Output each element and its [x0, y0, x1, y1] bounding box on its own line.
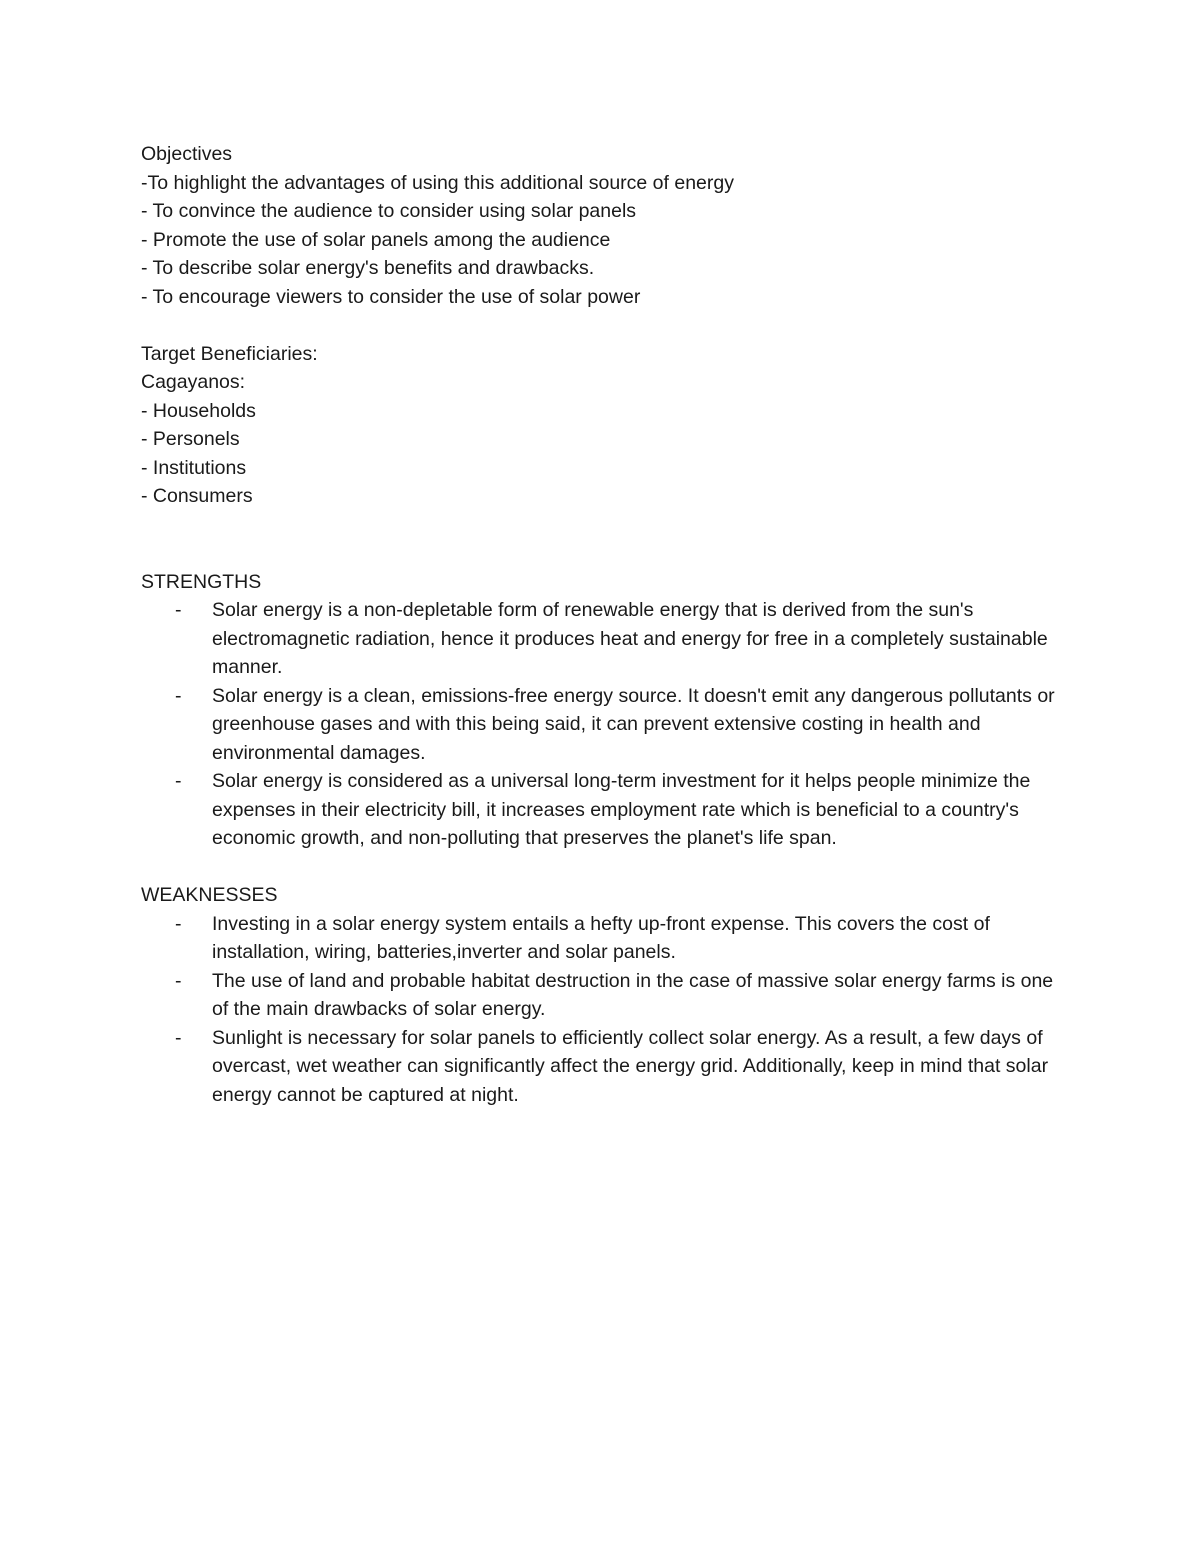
objective-item: - To convince the audience to consider using solar panels: [141, 200, 637, 222]
objective-item: - To encourage viewers to consider the use of solar power: [141, 285, 641, 308]
beneficiary-item: - Personels: [141, 428, 240, 450]
bullet-dash: -: [175, 1026, 182, 1049]
beneficiaries-subheading: Cagayanos:: [141, 371, 246, 393]
bullet-dash: -: [175, 599, 182, 621]
list-item: [141, 1024, 1071, 1110]
list-item: [141, 596, 1071, 682]
weakness-text: Investing in a solar energy system entails a hefty up-front expense. This covers the cost of installation, wiring, batteries,inverter and solar panels.: [212, 912, 990, 963]
list-item: [141, 967, 1071, 1024]
beneficiary-item: - Institutions: [141, 456, 247, 479]
weaknesses-heading: WEAKNESSES: [141, 884, 278, 906]
strength-text: Solar energy is considered as a universal long-term investment for it helps people minimize the expenses in their electricity bill, it increases employment rate which is beneficial to a country's economic growth, and non-polluting that preserves the planet's life span.: [212, 770, 1031, 849]
spacer: [141, 853, 1071, 882]
bullet-dash: -: [175, 684, 182, 707]
strength-text: Solar energy is a non-depletable form of renewable energy that is derived from the sun's electromagnetic radiation, hence it produces heat and energy for free in a completely sustainable manner.: [212, 599, 1048, 678]
spacer: [141, 511, 1071, 568]
objectives-heading: Objectives: [141, 143, 233, 165]
list-item: [141, 682, 1071, 768]
objective-item: - To describe solar energy's benefits and drawbacks.: [141, 257, 595, 279]
strengths-heading: STRENGTHS: [141, 570, 262, 593]
weakness-text: The use of land and probable habitat destruction in the case of massive solar energy farms is one of the main drawbacks of solar energy.: [212, 969, 1054, 1020]
document-page: [141, 140, 1071, 1109]
beneficiary-item: - Consumers: [141, 485, 253, 507]
spacer: [141, 311, 1071, 340]
bullet-dash: -: [175, 770, 182, 792]
list-item: [141, 767, 1071, 853]
list-item: [141, 910, 1071, 967]
bullet-dash: -: [175, 969, 182, 992]
objective-item: -To highlight the advantages of using this additional source of energy: [141, 171, 734, 194]
bullet-dash: -: [175, 912, 182, 935]
weaknesses-list: [141, 910, 1071, 1110]
weakness-text: Sunlight is necessary for solar panels to efficiently collect solar energy. As a result, a few days of overcast, wet weather can significantly affect the energy grid. Additionally, keep in mind that solar energy cannot be captured at night.: [212, 1026, 1049, 1106]
beneficiaries-heading: Target Beneficiaries:: [141, 342, 318, 365]
strengths-list: [141, 596, 1071, 853]
objective-item: - Promote the use of solar panels among the audience: [141, 228, 611, 251]
strength-text: Solar energy is a clean, emissions-free energy source. It doesn't emit any dangerous pollutants or greenhouse gases and with this being said, it can prevent extensive costing in health and environmental damages.: [212, 684, 1055, 764]
beneficiary-item: - Households: [141, 399, 256, 422]
